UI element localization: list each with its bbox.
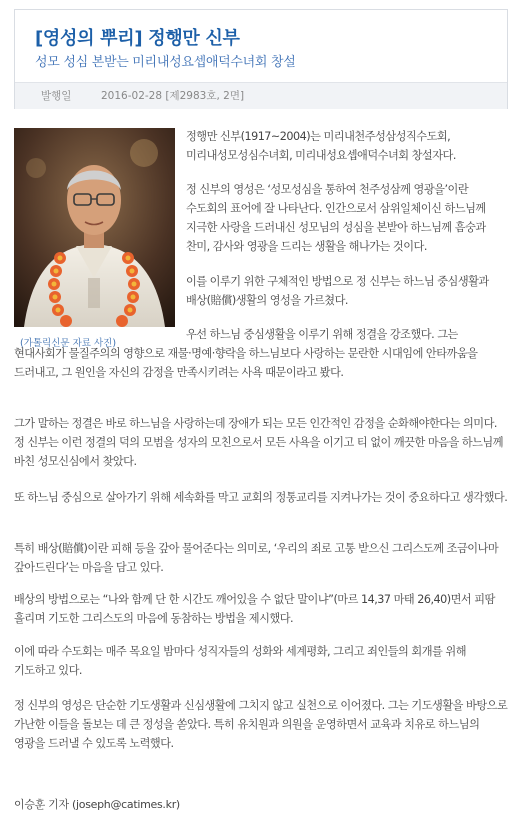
article-photo	[14, 128, 175, 327]
article-paragraph-4: 우선 하느님 중심생활을 이루기 위해 정결을 강조했다. 그는 현대사회가 물질주의의 영향으로 재물·명예·향락을 하느님보다 사랑하는 문란한 시대임에 안타까움을 드러내고, 그 원인을 자신의 감정을 만족시키려는 사욕 때문이라고 봤다.	[14, 328, 478, 379]
article-paragraph-8: 배상의 방법으로는 “나와 함께 단 한 시간도 깨어있을 수 없단 말이냐”(마르 14,37 마태 26,40)면서 피땀 흘리며 기도한 그리스도의 마음에 동참하는 방법을 제시했다.	[14, 593, 495, 625]
article-paragraph-3: 이를 이루기 위한 구체적인 방법으로 정 신부는 하느님 중심생활과 배상(賠償)생활의 영성을 가르쳤다.	[186, 275, 489, 307]
article-paragraph-2: 정 신부의 영성은 ‘성모성심을 통하여 천주성삼께 영광을’이란 수도회의 표어에 잘 나타난다. 인간으로서 삼위일체이신 하느님께 지극한 사랑을 드러내신 성모님의 성심을 본받아 하느님께 흠숭과 찬미, 감사와 영광을 드리는 생활을 해나가는 것이다.	[186, 183, 486, 253]
article-subtitle: 성모 성심 본받는 미리내성요셉애덕수녀회 창설	[35, 55, 296, 70]
priest-portrait-image	[14, 128, 175, 327]
author-byline: 이승훈 기자 (joseph@catimes.kr)	[14, 798, 180, 811]
article-title: [영성의 뿌리] 정행만 신부	[35, 28, 240, 49]
publication-date-label: 발행일	[41, 90, 72, 102]
article-paragraph-10: 정 신부의 영성은 단순한 기도생활과 신심생활에 그치지 않고 실천으로 이어졌다. 그는 기도생활을 바탕으로 가난한 이들을 돌보는 데 큰 정성을 쏟았다. 특히 유치원과 의원을 운영하면서 교육과 치유로 하느님의 영광을 드러낼 수 있도록 노력했다.	[14, 699, 508, 750]
article-paragraph-1: 정행만 신부(1917~2004)는 미리내천주성삼성직수도회, 미리내성모성심수녀회, 미리내성요셉애덕수녀회 창설자다.	[186, 130, 456, 162]
article-paragraph-9: 이에 따라 수도회는 매주 목요일 밤마다 성직자들의 성화와 세계평화, 그리고 죄인들의 회개를 위해 기도하고 있다.	[14, 645, 467, 677]
article-paragraph-7: 특히 배상(賠償)이란 피해 등을 갚아 물어준다는 의미로, ‘우리의 죄로 고통 받으신 그리스도께 조금이나마 갚아드린다’는 마음을 담고 있다.	[14, 542, 499, 574]
publication-date: 2016-02-28 [제2983호, 2면]	[101, 90, 245, 102]
photo-caption: (가톨릭신문 자료 사진)	[20, 338, 117, 349]
article-paragraph-5: 그가 말하는 정결은 바로 하느님을 사랑하는데 장애가 되는 모든 인간적인 감정을 순화해야한다는 의미다. 정 신부는 이런 정결의 덕의 모범을 성자의 모친으로서 모든 사욕을 이기고 티 없이 깨끗한 마음을 하느님께 바친 성모신심에서 찾았다.	[14, 417, 504, 468]
article-paragraph-6: 또 하느님 중심으로 살아가기 위해 세속화를 막고 교회의 정통교리를 지켜나가는 것이 중요하다고 생각했다.	[14, 491, 508, 504]
publication-meta	[15, 82, 507, 109]
article-header	[14, 9, 508, 109]
